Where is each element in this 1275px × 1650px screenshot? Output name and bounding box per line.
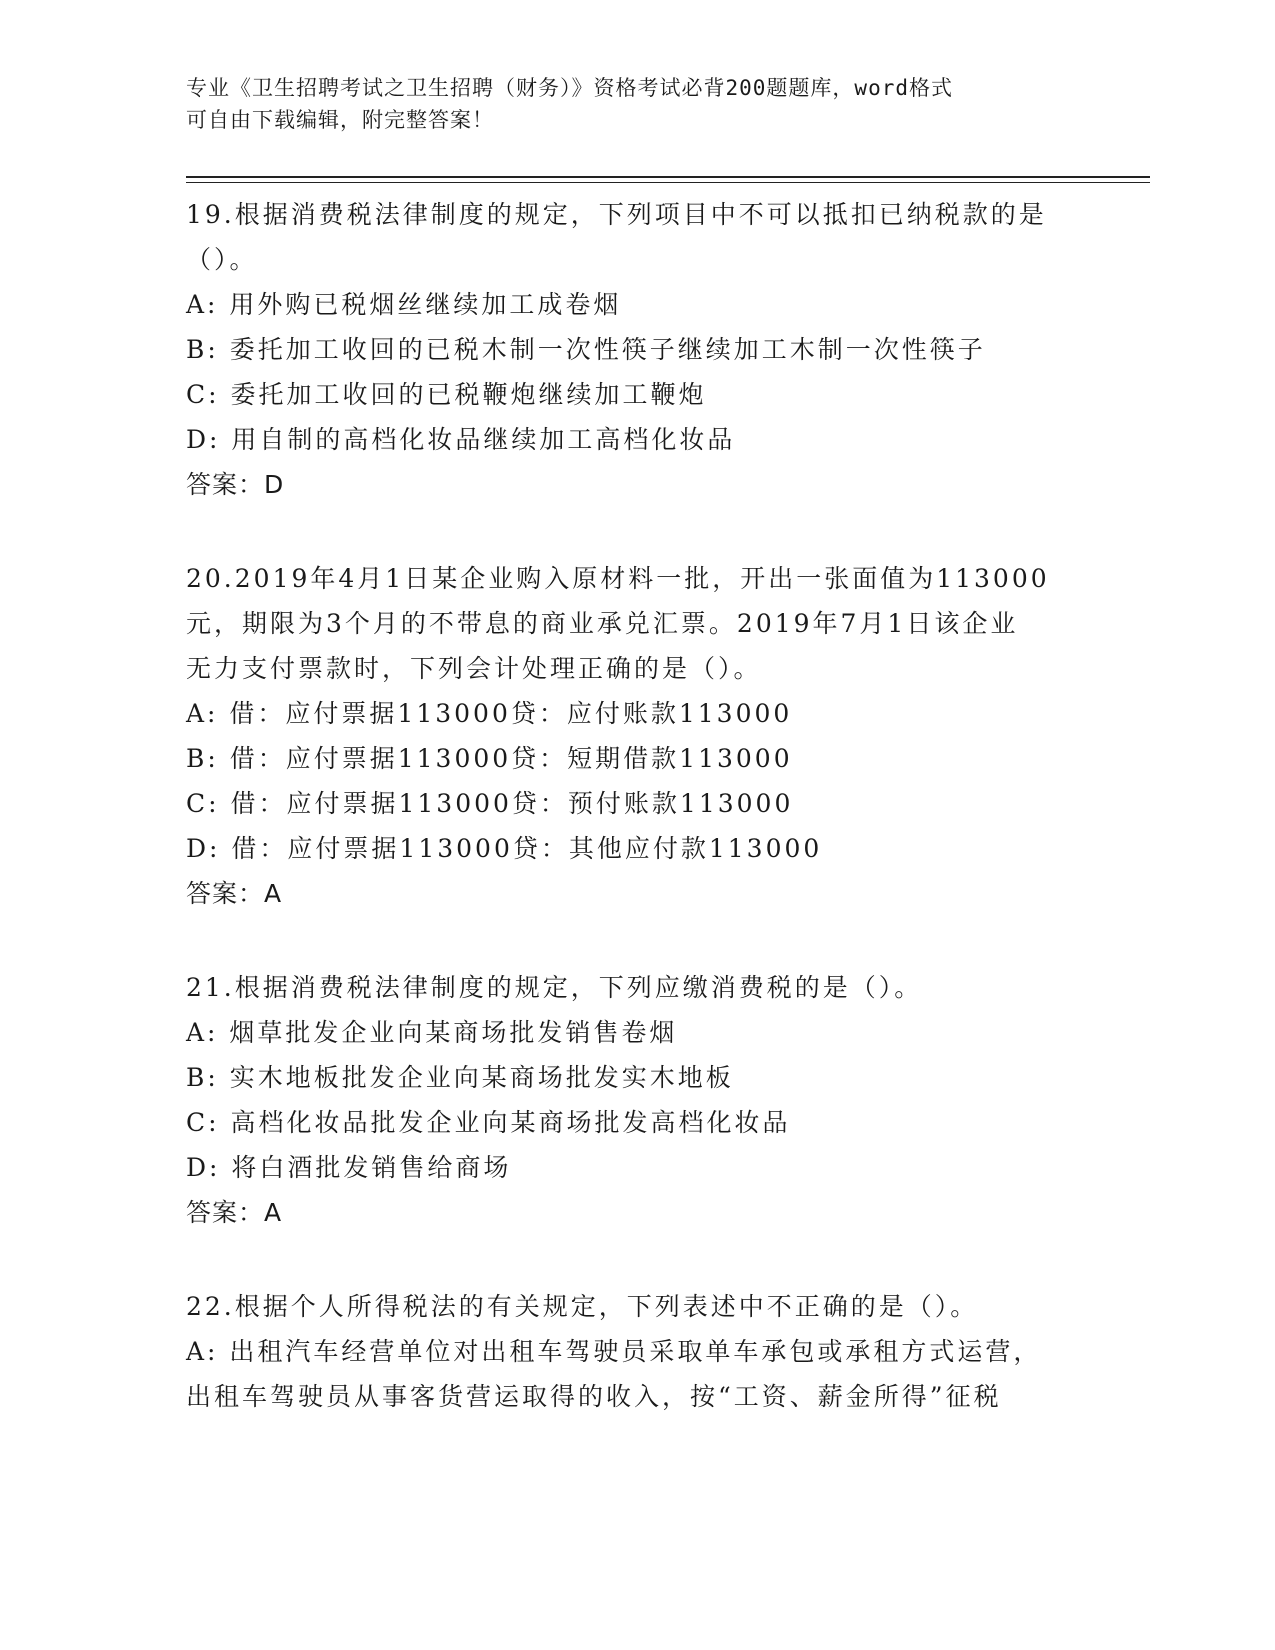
header-line-1: 专业《卫生招聘考试之卫生招聘（财务）》资格考试必背200题题库，word格式 <box>186 76 953 100</box>
question-stem: 无力支付票款时，下列会计处理正确的是（）。 <box>186 654 762 683</box>
option-d: D: 将白酒批发销售给商场 <box>186 1153 512 1182</box>
question-block-21 <box>186 965 1086 1235</box>
header-divider-thick <box>186 176 1150 178</box>
answer-text: 答案：D <box>186 470 285 499</box>
header-line-2: 可自由下载编辑，附完整答案！ <box>186 108 494 132</box>
question-list <box>186 192 1086 1419</box>
answer-text: 答案：A <box>186 1198 283 1227</box>
option-b: B: 委托加工收回的已税木制一次性筷子继续加工木制一次性筷子 <box>186 335 986 364</box>
question-spacer <box>186 1235 1086 1284</box>
question-spacer <box>186 507 1086 556</box>
option-d: D: 借：应付票据113000贷：其他应付款113000 <box>186 834 823 863</box>
document-header <box>186 72 1086 136</box>
header-divider-thin <box>186 182 1150 183</box>
question-stem: 20.2019年4月1日某企业购入原材料一批，开出一张面值为113000 <box>186 564 1050 593</box>
option-c: C: 高档化妆品批发企业向某商场批发高档化妆品 <box>186 1108 791 1137</box>
option-c: C: 委托加工收回的已税鞭炮继续加工鞭炮 <box>186 380 707 409</box>
question-spacer <box>186 916 1086 965</box>
option-a: A: 用外购已税烟丝继续加工成卷烟 <box>186 290 622 319</box>
answer-text: 答案：A <box>186 879 283 908</box>
question-stem: 21.根据消费税法律制度的规定，下列应缴消费税的是（）。 <box>186 973 923 1002</box>
option-a: A: 借：应付票据113000贷：应付账款113000 <box>186 699 793 728</box>
question-block-20 <box>186 556 1086 916</box>
question-stem: 22.根据个人所得税法的有关规定，下列表述中不正确的是（）。 <box>186 1292 979 1321</box>
option-b: B: 实木地板批发企业向某商场批发实木地板 <box>186 1063 734 1092</box>
option-a-continued: 出租车驾驶员从事客货营运取得的收入，按“工资、薪金所得”征税 <box>186 1382 1002 1411</box>
question-stem: 19.根据消费税法律制度的规定，下列项目中不可以抵扣已纳税款的是 <box>186 200 1047 229</box>
question-block-22 <box>186 1284 1086 1419</box>
option-d: D: 用自制的高档化妆品继续加工高档化妆品 <box>186 425 736 454</box>
option-a: A: 出租汽车经营单位对出租车驾驶员采取单车承包或承租方式运营， <box>186 1337 1042 1366</box>
question-block-19 <box>186 192 1086 507</box>
question-stem: （）。 <box>186 245 258 274</box>
question-stem: 元，期限为3个月的不带息的商业承兑汇票。2019年7月1日该企业 <box>186 609 1019 638</box>
option-b: B: 借：应付票据113000贷：短期借款113000 <box>186 744 793 773</box>
option-a: A: 烟草批发企业向某商场批发销售卷烟 <box>186 1018 678 1047</box>
option-c: C: 借：应付票据113000贷：预付账款113000 <box>186 789 794 818</box>
